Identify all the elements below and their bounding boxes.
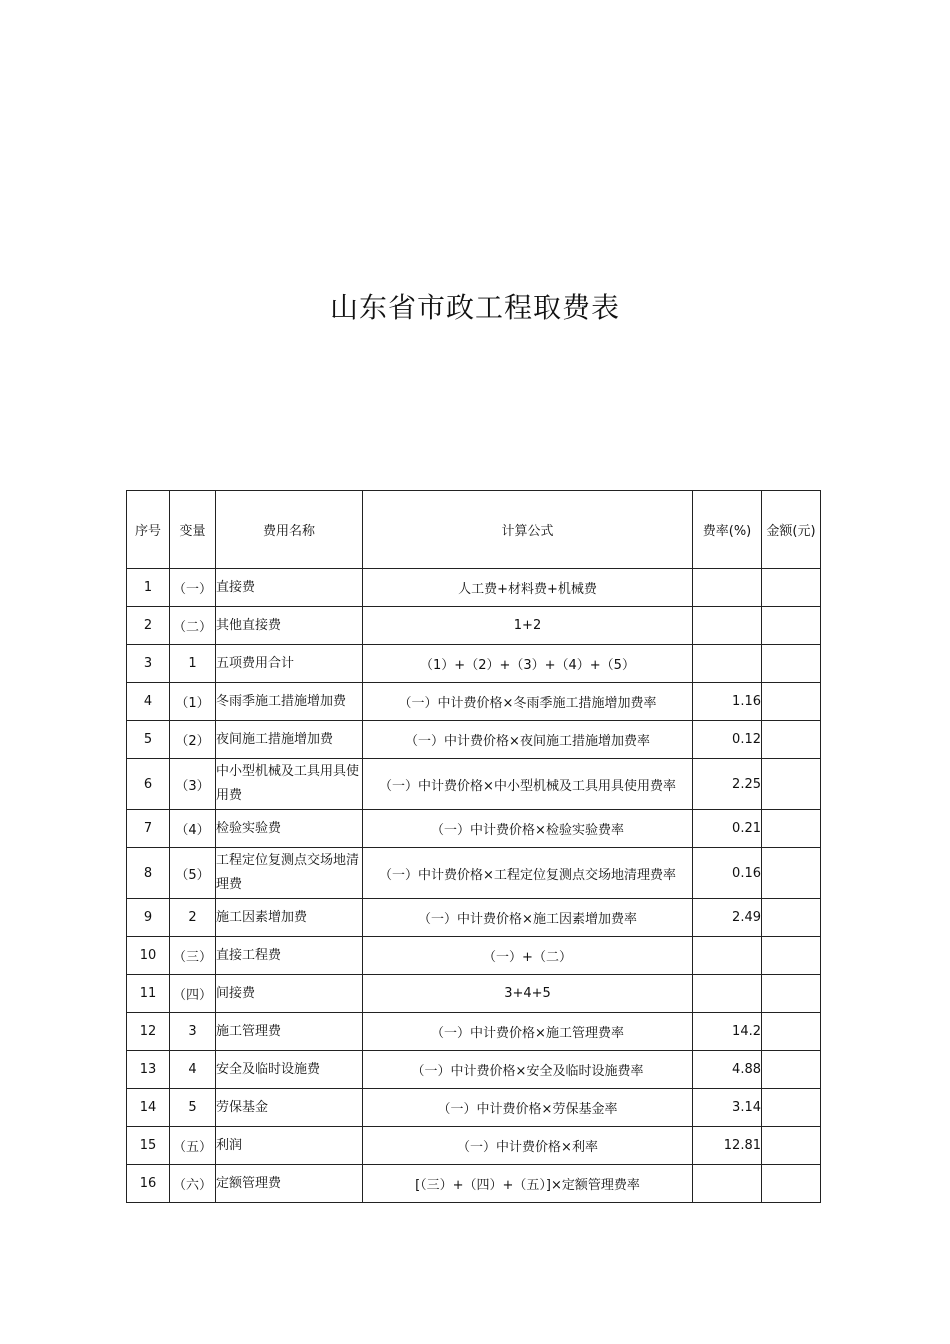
- cell-seq: 15: [127, 1127, 170, 1165]
- cell-amount: [762, 683, 821, 721]
- cell-rate: [693, 1165, 762, 1203]
- cell-formula: 人工费+材料费+机械费: [363, 569, 693, 607]
- table-row: [127, 1127, 821, 1165]
- cell-var: （5）: [170, 848, 216, 899]
- cell-name: 直接工程费: [216, 937, 363, 975]
- cell-rate: 4.88: [693, 1051, 762, 1089]
- cell-rate: 2.25: [693, 759, 762, 810]
- cell-seq: 8: [127, 848, 170, 899]
- cell-seq: 14: [127, 1089, 170, 1127]
- cell-seq: 3: [127, 645, 170, 683]
- cell-seq: 10: [127, 937, 170, 975]
- cell-name: 间接费: [216, 975, 363, 1013]
- cell-name: 检验实验费: [216, 810, 363, 848]
- cell-formula: （一）中计费价格×劳保基金率: [363, 1089, 693, 1127]
- cell-var: 5: [170, 1089, 216, 1127]
- cell-var: （2）: [170, 721, 216, 759]
- cell-seq: 12: [127, 1013, 170, 1051]
- cell-name: 工程定位复测点交场地清理费: [216, 848, 363, 899]
- cell-rate: [693, 607, 762, 645]
- table-row: [127, 1089, 821, 1127]
- cell-formula: （一）中计费价格×夜间施工措施增加费率: [363, 721, 693, 759]
- table-row: [127, 683, 821, 721]
- cell-var: （一）: [170, 569, 216, 607]
- table-header-row: [127, 491, 821, 569]
- cell-var: （二）: [170, 607, 216, 645]
- table-row: [127, 759, 821, 810]
- cell-var: （六）: [170, 1165, 216, 1203]
- cell-name: 五项费用合计: [216, 645, 363, 683]
- cell-amount: [762, 899, 821, 937]
- cell-rate: [693, 569, 762, 607]
- cell-name: 施工管理费: [216, 1013, 363, 1051]
- table-row: [127, 645, 821, 683]
- cell-seq: 11: [127, 975, 170, 1013]
- cell-seq: 13: [127, 1051, 170, 1089]
- cell-rate: [693, 975, 762, 1013]
- cell-var: （五）: [170, 1127, 216, 1165]
- cell-var: 2: [170, 899, 216, 937]
- cell-formula: （一）中计费价格×检验实验费率: [363, 810, 693, 848]
- cell-name: 安全及临时设施费: [216, 1051, 363, 1089]
- cell-formula: （一）中计费价格×施工因素增加费率: [363, 899, 693, 937]
- cell-seq: 2: [127, 607, 170, 645]
- fee-table: [126, 490, 821, 1203]
- cell-formula: （一）中计费价格×施工管理费率: [363, 1013, 693, 1051]
- cell-rate: [693, 645, 762, 683]
- cell-var: （三）: [170, 937, 216, 975]
- cell-rate: 0.12: [693, 721, 762, 759]
- cell-var: 3: [170, 1013, 216, 1051]
- cell-rate: 1.16: [693, 683, 762, 721]
- cell-var: （四）: [170, 975, 216, 1013]
- cell-seq: 16: [127, 1165, 170, 1203]
- cell-var: （1）: [170, 683, 216, 721]
- cell-seq: 5: [127, 721, 170, 759]
- cell-amount: [762, 759, 821, 810]
- table-row: [127, 1051, 821, 1089]
- cell-formula: （一）中计费价格×工程定位复测点交场地清理费率: [363, 848, 693, 899]
- cell-amount: [762, 975, 821, 1013]
- header-formula: 计算公式: [363, 491, 693, 569]
- cell-seq: 6: [127, 759, 170, 810]
- cell-rate: 3.14: [693, 1089, 762, 1127]
- cell-var: （3）: [170, 759, 216, 810]
- cell-name: 劳保基金: [216, 1089, 363, 1127]
- cell-amount: [762, 721, 821, 759]
- cell-name: 夜间施工措施增加费: [216, 721, 363, 759]
- table-row: [127, 899, 821, 937]
- table-row: [127, 937, 821, 975]
- cell-rate: 0.21: [693, 810, 762, 848]
- cell-amount: [762, 1013, 821, 1051]
- header-amount: 金额(元): [762, 491, 821, 569]
- header-seq: 序号: [127, 491, 170, 569]
- cell-name: 中小型机械及工具用具使用费: [216, 759, 363, 810]
- cell-amount: [762, 810, 821, 848]
- cell-formula: （一）中计费价格×安全及临时设施费率: [363, 1051, 693, 1089]
- cell-var: （4）: [170, 810, 216, 848]
- table-row: [127, 1013, 821, 1051]
- cell-seq: 9: [127, 899, 170, 937]
- page-title: 山东省市政工程取费表: [329, 291, 620, 324]
- cell-seq: 1: [127, 569, 170, 607]
- cell-var: 4: [170, 1051, 216, 1089]
- cell-amount: [762, 848, 821, 899]
- table-row: [127, 569, 821, 607]
- cell-formula: （一）+（二）: [363, 937, 693, 975]
- table-row: [127, 1165, 821, 1203]
- cell-formula: （一）中计费价格×利率: [363, 1127, 693, 1165]
- cell-formula: 1+2: [363, 607, 693, 645]
- cell-name: 施工因素增加费: [216, 899, 363, 937]
- cell-name: 利润: [216, 1127, 363, 1165]
- header-var: 变量: [170, 491, 216, 569]
- cell-seq: 4: [127, 683, 170, 721]
- cell-amount: [762, 1089, 821, 1127]
- cell-formula: [（三）+（四）+（五）]×定额管理费率: [363, 1165, 693, 1203]
- cell-amount: [762, 1051, 821, 1089]
- cell-rate: 2.49: [693, 899, 762, 937]
- cell-name: 直接费: [216, 569, 363, 607]
- cell-amount: [762, 1165, 821, 1203]
- header-rate: 费率(%): [693, 491, 762, 569]
- cell-formula: （一）中计费价格×冬雨季施工措施增加费率: [363, 683, 693, 721]
- cell-amount: [762, 937, 821, 975]
- cell-rate: 14.2: [693, 1013, 762, 1051]
- cell-name: 其他直接费: [216, 607, 363, 645]
- table-row: [127, 975, 821, 1013]
- cell-amount: [762, 569, 821, 607]
- cell-name: 定额管理费: [216, 1165, 363, 1203]
- cell-amount: [762, 645, 821, 683]
- cell-formula: （1）+（2）+（3）+（4）+（5）: [363, 645, 693, 683]
- cell-formula: 3+4+5: [363, 975, 693, 1013]
- cell-rate: 0.16: [693, 848, 762, 899]
- cell-amount: [762, 1127, 821, 1165]
- cell-amount: [762, 607, 821, 645]
- table-row: [127, 848, 821, 899]
- table-row: [127, 810, 821, 848]
- cell-seq: 7: [127, 810, 170, 848]
- cell-var: 1: [170, 645, 216, 683]
- cell-name: 冬雨季施工措施增加费: [216, 683, 363, 721]
- header-name: 费用名称: [216, 491, 363, 569]
- cell-formula: （一）中计费价格×中小型机械及工具用具使用费率: [363, 759, 693, 810]
- table-row: [127, 607, 821, 645]
- table-row: [127, 721, 821, 759]
- cell-rate: [693, 937, 762, 975]
- cell-rate: 12.81: [693, 1127, 762, 1165]
